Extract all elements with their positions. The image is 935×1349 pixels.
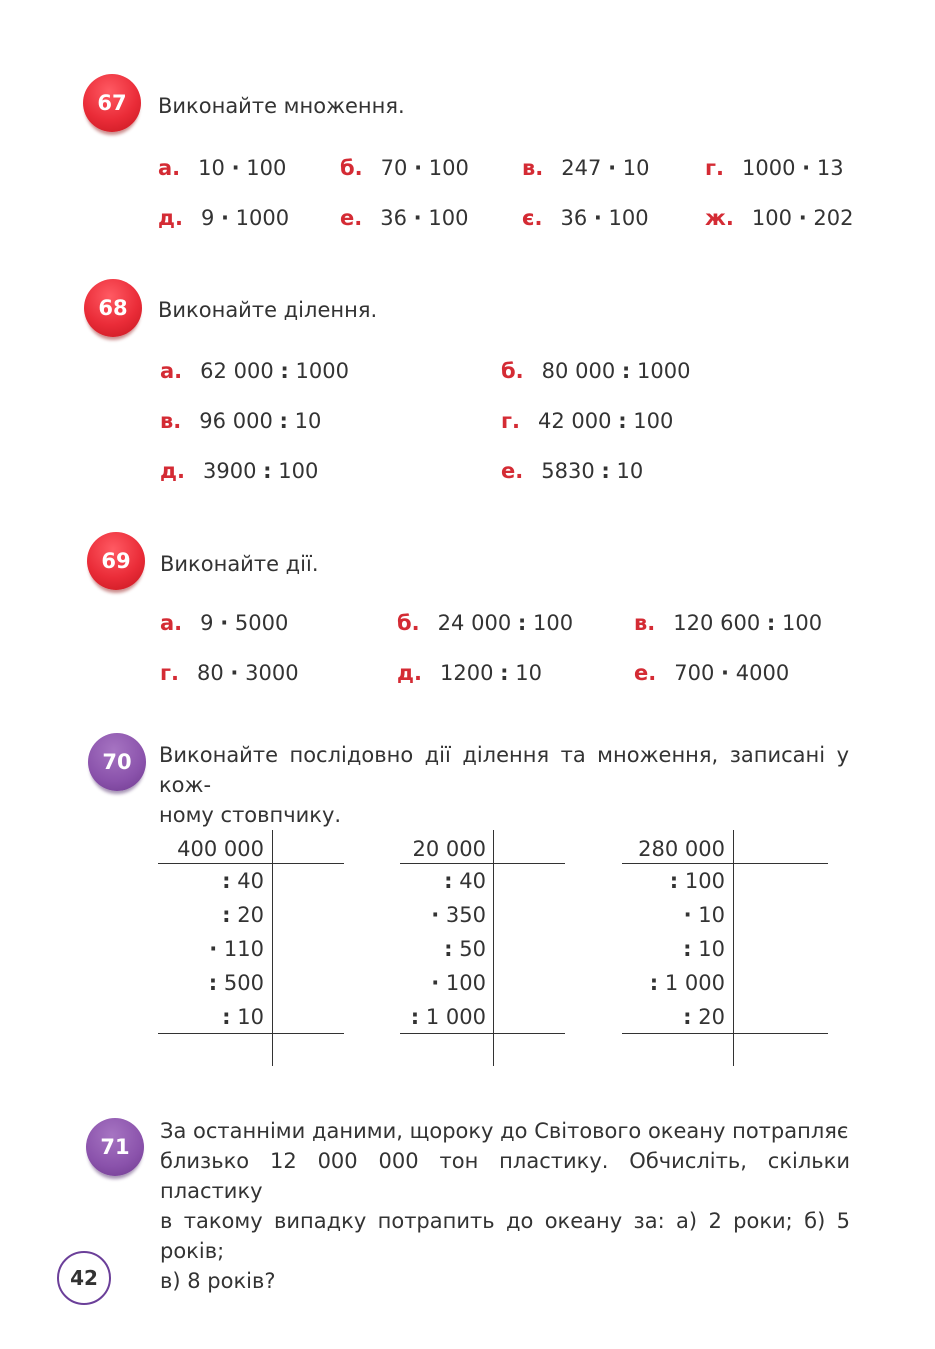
step: : 50 <box>444 937 486 961</box>
exercise-71-text <box>160 1116 850 1296</box>
item-label: г. <box>160 661 179 685</box>
item-expression: 3900 : 100 <box>202 459 319 483</box>
step: : 20 <box>222 903 264 927</box>
item-label: а. <box>160 611 183 635</box>
step: : 20 <box>683 1005 725 1029</box>
step: : 10 <box>683 937 725 961</box>
item-label: б. <box>501 359 524 383</box>
exercise-68-item-a <box>160 359 349 383</box>
step: : 1 000 <box>649 971 725 995</box>
item-label: в. <box>160 409 182 433</box>
item-label: е. <box>340 206 363 230</box>
exercise-69-item-e <box>634 661 789 685</box>
item-expression: 1000 · 13 <box>741 156 844 180</box>
exercise-number: 71 <box>100 1135 130 1159</box>
item-label: а. <box>158 156 181 180</box>
item-label: е. <box>634 661 657 685</box>
exercise-number: 70 <box>102 750 132 774</box>
exercise-67-item-d <box>158 206 289 230</box>
exercise-69-badge <box>87 532 145 590</box>
step: : 1 000 <box>410 1005 486 1029</box>
exercise-68-badge <box>84 279 142 337</box>
item-label: е. <box>501 459 524 483</box>
step: · 350 <box>431 903 486 927</box>
exercise-68-item-g <box>501 409 673 433</box>
item-expression: 100 · 202 <box>751 206 854 230</box>
exercise-71-text-line1: За останніми даними, щороку до Світового океану потрапляє <box>160 1119 849 1143</box>
exercise-number: 68 <box>98 296 128 320</box>
exercise-68-item-d <box>160 459 318 483</box>
exercise-71-text-line4: в) 8 років? <box>160 1269 276 1293</box>
item-expression: 5830 : 10 <box>541 459 644 483</box>
exercise-67-item-e <box>340 206 468 230</box>
item-expression: 10 · 100 <box>198 156 287 180</box>
page-number: 42 <box>57 1251 111 1305</box>
item-expression: 96 000 : 10 <box>199 409 322 433</box>
item-label: д. <box>397 661 422 685</box>
item-label: в. <box>522 156 544 180</box>
start-value: 400 000 <box>177 837 264 861</box>
item-expression: 120 600 : 100 <box>673 611 823 635</box>
item-label: а. <box>160 359 183 383</box>
exercise-67-item-ye <box>522 206 649 230</box>
exercise-71-text-line2: близько 12 000 000 тон пластику. Обчисліть, скільки пластику <box>160 1149 850 1203</box>
item-expression: 1200 : 10 <box>439 661 542 685</box>
exercise-67-item-b <box>340 156 469 180</box>
item-expression: 36 · 100 <box>380 206 469 230</box>
exercise-67-badge <box>83 74 141 132</box>
item-expression: 9 · 1000 <box>200 206 290 230</box>
exercise-68-item-v <box>160 409 321 433</box>
exercise-69-item-v <box>634 611 822 635</box>
item-label: г. <box>705 156 724 180</box>
item-label: б. <box>397 611 420 635</box>
item-label: в. <box>634 611 656 635</box>
exercise-71-text-line3: в такому випадку потрапить до океану за: а) 2 роки; б) 5 років; <box>160 1209 850 1263</box>
exercise-67-item-v <box>522 156 650 180</box>
exercise-69-item-a <box>160 611 288 635</box>
item-expression: 9 · 5000 <box>200 611 289 635</box>
item-expression: 42 000 : 100 <box>537 409 674 433</box>
exercise-68-title: Виконайте ділення. <box>158 298 378 322</box>
exercise-70-badge <box>88 733 146 791</box>
item-label: д. <box>160 459 185 483</box>
step: : 40 <box>444 869 486 893</box>
step: : 100 <box>669 869 725 893</box>
item-label: д. <box>158 206 183 230</box>
item-expression: 700 · 4000 <box>674 661 790 685</box>
item-expression: 62 000 : 1000 <box>200 359 349 383</box>
start-value: 280 000 <box>638 837 725 861</box>
exercise-67-item-g <box>705 156 844 180</box>
exercise-67-item-zh <box>705 206 853 230</box>
exercise-69-item-g <box>160 661 299 685</box>
step: · 110 <box>209 937 264 961</box>
exercise-67-title: Виконайте множення. <box>158 94 405 118</box>
exercise-69-item-d <box>397 661 542 685</box>
exercise-69-item-b <box>397 611 573 635</box>
exercise-68-item-e <box>501 459 643 483</box>
exercise-number: 67 <box>97 91 127 115</box>
item-label: ж. <box>705 206 734 230</box>
exercise-69-title: Виконайте дії. <box>160 552 319 576</box>
item-label: г. <box>501 409 520 433</box>
item-label: є. <box>522 206 543 230</box>
step: · 100 <box>431 971 486 995</box>
exercise-70-title <box>159 740 849 830</box>
item-expression: 70 · 100 <box>380 156 469 180</box>
item-expression: 24 000 : 100 <box>437 611 574 635</box>
step: : 40 <box>222 869 264 893</box>
exercise-70-title-line1: Виконайте послідовно дії ділення та множення, записані у кож- <box>159 743 849 797</box>
start-value: 20 000 <box>412 837 486 861</box>
item-label: б. <box>340 156 363 180</box>
exercise-number: 69 <box>101 549 131 573</box>
item-expression: 80 000 : 1000 <box>541 359 691 383</box>
exercise-68-item-b <box>501 359 690 383</box>
item-expression: 36 · 100 <box>560 206 649 230</box>
step: : 500 <box>208 971 264 995</box>
item-expression: 80 · 3000 <box>196 661 299 685</box>
step: · 10 <box>683 903 725 927</box>
exercise-67-item-a <box>158 156 286 180</box>
item-expression: 247 · 10 <box>561 156 650 180</box>
step: : 10 <box>222 1005 264 1029</box>
exercise-71-badge <box>86 1118 144 1176</box>
exercise-70-title-line2: ному стовпчику. <box>159 803 342 827</box>
